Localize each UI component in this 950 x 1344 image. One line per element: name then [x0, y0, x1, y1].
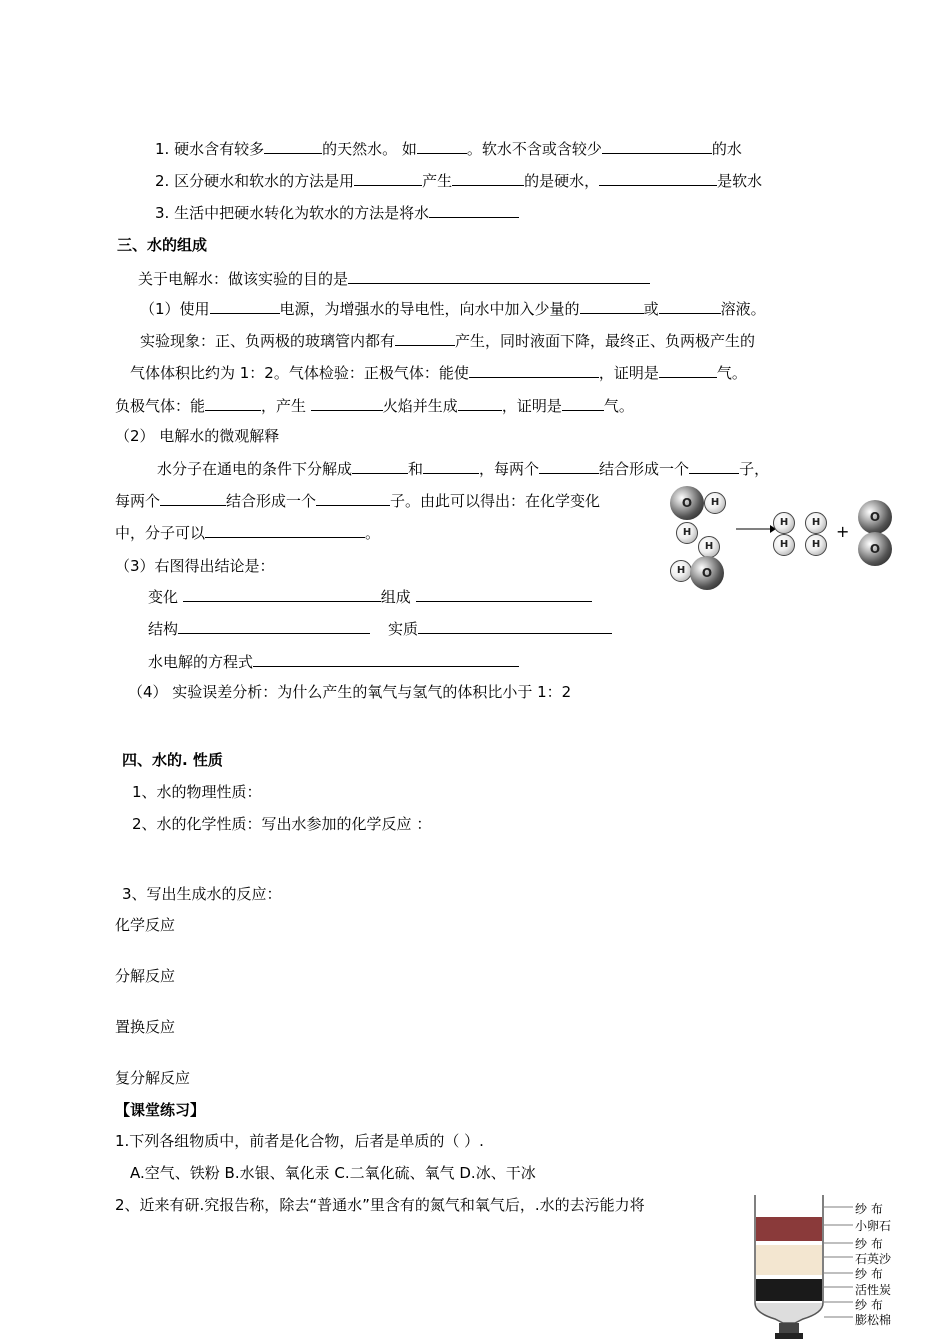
power-line: （1）使用 电源，为增强水的导电性，向水中加入少量的 或 溶液。 — [140, 300, 766, 318]
question-1-options: A.空气、铁粉 B.水银、氧化汞 C.二氧化硫、氧气 D.冰、干冰 — [130, 1164, 536, 1182]
blank[interactable] — [602, 138, 712, 154]
oxygen-atom: O — [858, 500, 892, 534]
negative-line: 负极气体：能 ，产生 火焰并生成 ，证明是 气。 — [115, 397, 634, 415]
error-analysis: （4） 实验误差分析：为什么产生的氧气与氢气的体积比小于 1：2 — [128, 683, 572, 701]
hydrogen-atom: H — [676, 522, 698, 544]
blank[interactable] — [160, 490, 226, 506]
blank[interactable] — [458, 395, 502, 411]
double-displacement-reaction: 复分解反应 — [115, 1069, 191, 1087]
conclusion-line-2: 结构 实质 — [148, 618, 612, 639]
decomposition-reaction: 分解反应 — [115, 967, 176, 985]
question-2: 2、近来有研.究报告称，除去“普通水”里含有的氮气和氧气后，.水的去污能力将 — [115, 1196, 645, 1214]
blank[interactable] — [210, 298, 280, 314]
blank[interactable] — [599, 170, 717, 186]
filter-label: 活性炭 — [855, 1283, 892, 1297]
question-1: 1.下列各组物质中，前者是化合物，后者是单质的（ ）. — [115, 1132, 484, 1150]
reactions-producing-water: 3、写出生成水的反应： — [122, 885, 282, 903]
filter-label: 小卵石 — [855, 1219, 892, 1233]
blank[interactable] — [429, 202, 519, 218]
blank[interactable] — [352, 458, 408, 474]
blank[interactable] — [417, 138, 467, 154]
micro-title: （2） 电解水的微观解释 — [115, 427, 280, 445]
blank[interactable] — [253, 651, 519, 667]
purpose-line: 关于电解水：做该实验的目的是 — [138, 268, 650, 289]
blank[interactable] — [580, 298, 644, 314]
oxygen-atom: O — [670, 486, 704, 520]
filter-label: 膨松棉 — [855, 1313, 892, 1327]
combination-reaction: 化学反应 — [115, 916, 176, 934]
volume-line: 气体体积比约为 1：2。气体检验：正极气体：能使 ，证明是 气。 — [130, 364, 747, 382]
micro-line-3: 中，分子可以 。 — [115, 524, 381, 542]
line-3: 3. 生活中把硬水转化为软水的方法是将水 — [155, 202, 519, 223]
micro-line-1: 水分子在通电的条件下分解成 和 ，每两个 结合形成一个 子， — [157, 460, 770, 478]
practice-title: 【课堂练习】 — [115, 1101, 206, 1119]
hydrogen-atom: H — [773, 534, 795, 556]
blank[interactable] — [348, 268, 650, 284]
blank[interactable] — [452, 170, 524, 186]
blank[interactable] — [354, 170, 422, 186]
hydrogen-atom: H — [670, 560, 692, 582]
conclusion-title: （3）右图得出结论是： — [115, 557, 275, 575]
blank[interactable] — [562, 395, 604, 411]
filter-label: 纱 布 — [855, 1298, 883, 1312]
filter-label: 纱 布 — [855, 1237, 883, 1251]
blank[interactable] — [311, 395, 383, 411]
line-2: 2. 区分硬水和软水的方法是用 产生 的是硬水， 是软水 — [155, 172, 763, 190]
section-title-properties: 四、水的. 性质 — [122, 751, 223, 769]
water-filter-diagram — [745, 1195, 905, 1344]
blank[interactable] — [183, 586, 381, 602]
phenomenon-line: 实验现象：正、负两极的玻璃管内都有 产生，同时液面下降，最终正、负两极产生的 — [140, 332, 756, 350]
hydrogen-atom: H — [805, 534, 827, 556]
blank[interactable] — [416, 586, 592, 602]
hydrogen-atom: H — [773, 512, 795, 534]
chemical-property: 2、水的化学性质：写出水参加的化学反应 ： — [132, 815, 432, 833]
physical-property: 1、水的物理性质： — [132, 783, 262, 801]
blank[interactable] — [423, 458, 479, 474]
blank[interactable] — [469, 362, 599, 378]
equation-line: 水电解的方程式 — [148, 651, 519, 672]
blank[interactable] — [395, 330, 455, 346]
blank[interactable] — [659, 298, 721, 314]
oxygen-atom: O — [690, 556, 724, 590]
plus-sign: + — [836, 522, 850, 541]
electrolysis-molecule-diagram — [668, 484, 898, 594]
reaction-arrow-icon — [736, 524, 776, 534]
hydrogen-atom: H — [805, 512, 827, 534]
conclusion-line-1: 变化 组成 — [148, 586, 592, 607]
line-1: 1. 硬水含有较多 的天然水。 如 。软水不含或含较少 的水 — [155, 140, 742, 158]
blank[interactable] — [539, 458, 599, 474]
hydrogen-atom: H — [704, 492, 726, 514]
oxygen-atom: O — [858, 532, 892, 566]
blank[interactable] — [178, 618, 370, 634]
filter-label: 纱 布 — [855, 1202, 883, 1216]
micro-line-2: 每两个 结合形成一个 子。由此可以得出：在化学变化 — [115, 492, 601, 510]
blank[interactable] — [659, 362, 717, 378]
blank[interactable] — [205, 522, 365, 538]
filter-label: 纱 布 — [855, 1267, 883, 1281]
blank[interactable] — [205, 395, 261, 411]
displacement-reaction: 置换反应 — [115, 1018, 176, 1036]
blank[interactable] — [264, 138, 322, 154]
filter-label: 石英沙 — [855, 1252, 892, 1266]
blank[interactable] — [418, 618, 612, 634]
blank[interactable] — [689, 458, 739, 474]
section-title-composition: 三、水的组成 — [117, 236, 208, 254]
hydrogen-atom: H — [698, 536, 720, 558]
blank[interactable] — [316, 490, 390, 506]
